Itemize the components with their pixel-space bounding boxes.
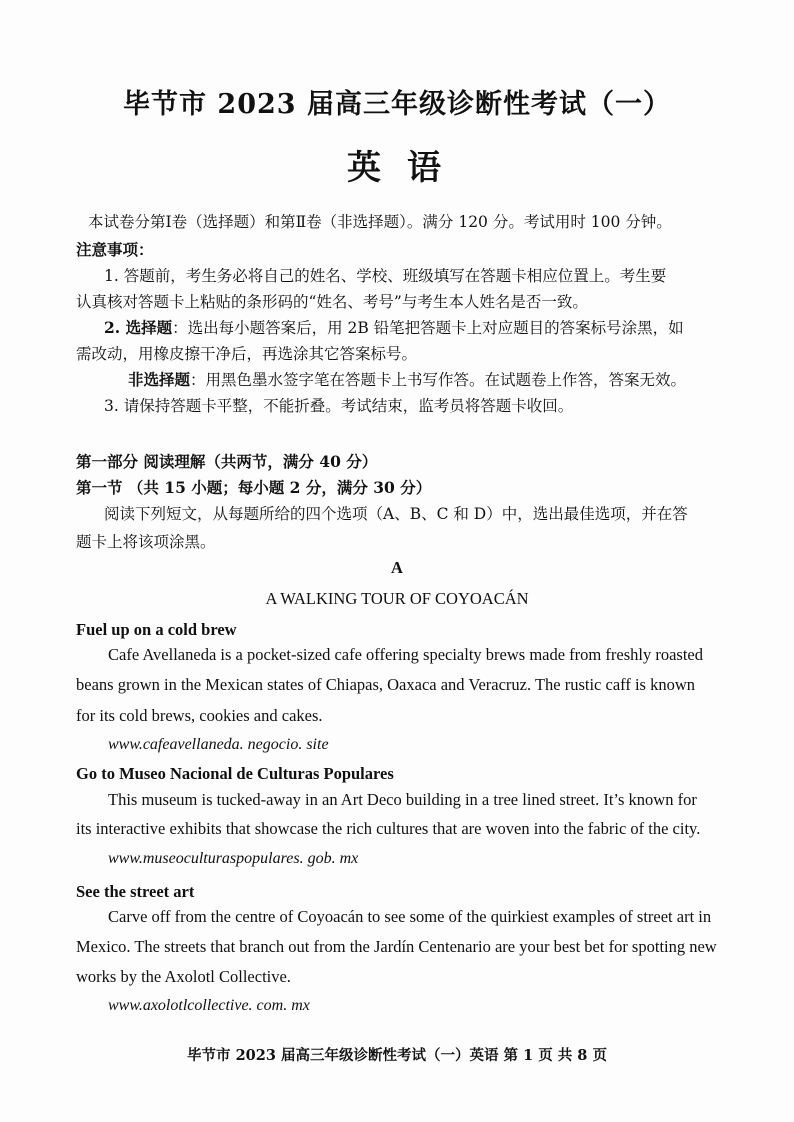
note-2b-label: 非选择题 [128, 370, 191, 389]
section-text-line: Mexico. The streets that branch out from the Jardín Centenario are your best bet for spotting new [76, 937, 717, 956]
note-1-line-2: 认真核对答题卡上粘贴的条形码的“姓名、考号”与考生本人姓名是否一致。 [76, 293, 588, 311]
section-text-line: beans grown in the Mexican states of Chiapas, Oaxaca and Veracruz. The rustic caff is known [76, 675, 696, 694]
subject-title: 英语 [347, 148, 467, 188]
section-heading: Go to Museo Nacional de Culturas Populares [76, 764, 394, 783]
note-3: 3. 请保持答题卡平整，不能折叠。考试结束，监考员将答题卡收回。 [104, 397, 574, 415]
instruction-line-2: 题卡上将该项涂黑。 [76, 533, 216, 551]
exam-title: 毕节市 2023 届高三年级诊断性考试（一） [123, 89, 671, 120]
exam-intro: 本试卷分第Ⅰ卷（选择题）和第Ⅱ卷（非选择题）。满分 120 分。考试用时 100 分钟。 [88, 213, 672, 231]
section-url: www.cafeavellaneda. negocio. site [108, 736, 329, 753]
notes-heading: 注意事项： [76, 240, 154, 259]
section-text-line: Carve off from the centre of Coyoacán to see some of the quirkiest examples of street art in [108, 907, 712, 926]
part1-heading: 第一部分 阅读理解（共两节，满分 40 分） [76, 452, 378, 471]
note-2-line-1 [104, 316, 684, 338]
section-text-line: works by the Axolotl Collective. [76, 967, 291, 986]
instruction-line-1: 阅读下列短文，从每题所给的四个选项（A、B、C 和 D）中，选出最佳选项，并在答 [104, 505, 688, 523]
section-url: www.museoculturaspopulares. gob. mx [108, 850, 359, 867]
note-1-line-1: 1. 答题前，考生务必将自己的姓名、学校、班级填写在答题卡相应位置上。考生要 [104, 267, 667, 285]
page-footer: 毕节市 2023 届高三年级诊断性考试（一）英语 第 1 页 共 8 页 [187, 1047, 607, 1064]
section-text-line: This museum is tucked-away in an Art Deco building in a tree lined street. It’s known for [108, 790, 697, 809]
note-2b [128, 368, 686, 390]
section-url: www.axolotlcollective. com. mx [108, 997, 310, 1014]
section-heading: See the street art [76, 882, 195, 901]
section-heading: Fuel up on a cold brew [76, 620, 237, 639]
note-2b-text: ：用黑色墨水签字笔在答题卡上书写作答。在试题卷上作答，答案无效。 [190, 371, 687, 389]
section1-heading: 第一节 （共 15 小题；每小题 2 分，满分 30 分） [76, 478, 432, 497]
note-2-text: ：选出每小题答案后，用 2B 铅笔把答题卡上对应题目的答案标号涂黑，如 [172, 319, 684, 337]
section-text-line: for its cold brews, cookies and cakes. [76, 706, 323, 725]
note-2-line-2: 需改动，用橡皮擦干净后，再选涂其它答案标号。 [76, 345, 418, 363]
section-text-line: Cafe Avellaneda is a pocket-sized cafe offering specialty brews made from freshly roasted [108, 645, 703, 664]
passage-title: A WALKING TOUR OF COYOACÁN [265, 589, 529, 608]
note-2-label: 2. 选择题 [104, 318, 173, 337]
passage-letter: A [391, 558, 403, 577]
section-text-line: its interactive exhibits that showcase the rich cultures that are woven into the fabric of the city. [76, 819, 701, 838]
